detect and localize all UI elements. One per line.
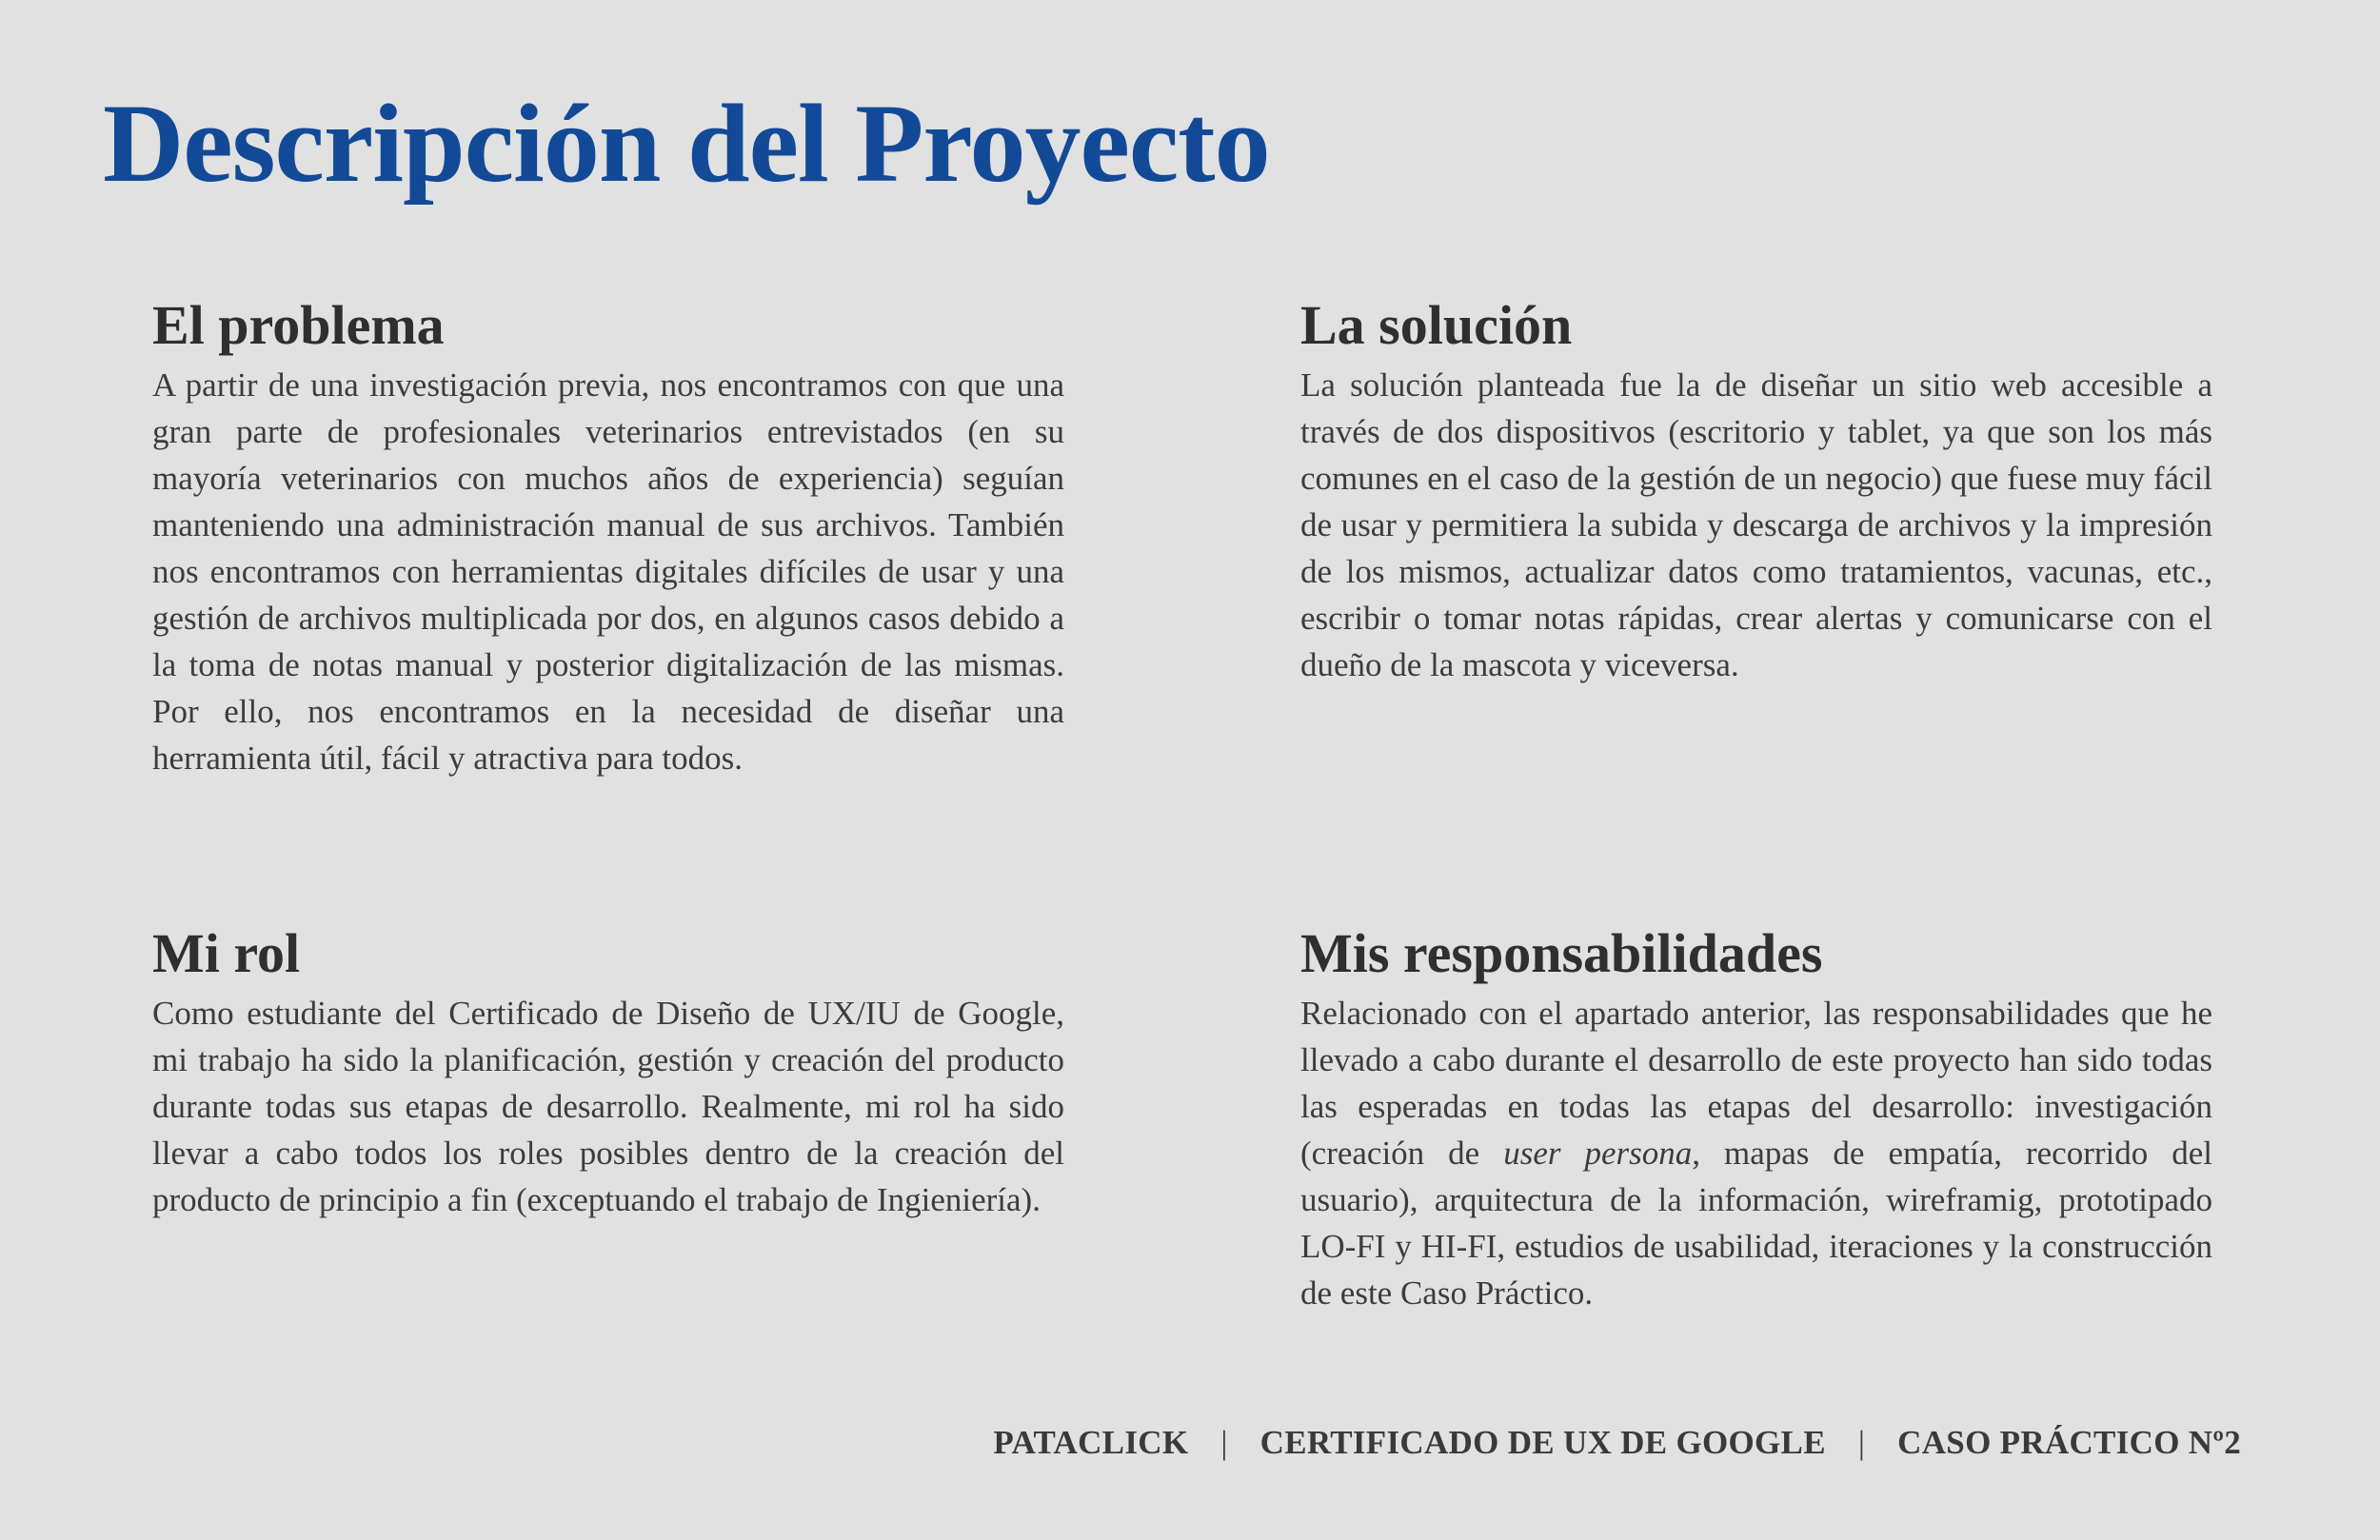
responsibilities-text-italic: user persona bbox=[1503, 1134, 1693, 1172]
section-role-body: Como estudiante del Certificado de Diseño de UX/IU de Google, mi trabajo ha sido la planificación, gestión y creación del producto durante todas sus etapas de desarrollo. Realmente, mi rol ha sido llevar a cabo todos los roles posibles dentro de la creación del producto de principio a fin (exceptuando el trabajo de Ingieniería). bbox=[152, 994, 1064, 1218]
section-problem-body: A partir de una investigación previa, nos encontramos con que una gran parte de profesionales veterinarios entrevistados (en su mayoría veterinarios con muchos años de experiencia) seguían manteniendo una administración manual de sus archivos. También nos encontramos con herramientas digitales difíciles de usar y una gestión de archivos multiplicada por dos, en algunos casos debido a la toma de notas manual y posterior digitalización de las mismas. Por ello, nos encontramos en la necesidad de diseñar una herramienta útil, fácil y atractiva para todos. bbox=[152, 365, 1064, 777]
section-responsibilities bbox=[1300, 923, 2212, 1316]
responsibilities-text-after: , mapas de empatía, recorrido del usuario), arquitectura de la información, wireframig, prototipado LO-FI y HI-FI, estudios de usabilidad, iteraciones y la construcción de este Caso Práctico. bbox=[1300, 1134, 2212, 1312]
footer-separator: | bbox=[1220, 1424, 1228, 1461]
section-responsibilities-heading: Mis responsabilidades bbox=[1300, 922, 1823, 984]
section-problem bbox=[152, 295, 1064, 781]
section-solution-heading: La solución bbox=[1300, 294, 1573, 356]
page-title: Descripción del Proyecto bbox=[103, 81, 1270, 206]
section-solution bbox=[1300, 295, 2212, 688]
footer-certificate: CERTIFICADO DE UX DE GOOGLE bbox=[1259, 1424, 1826, 1461]
section-solution-body: La solución planteada fue la de diseñar un sitio web accesible a través de dos dispositivos (escritorio y tablet, ya que son los más comunes en el caso de la gestión de un negocio) que fuese muy fácil de usar y permitiera la subida y descarga de archivos y la impresión de los mismos, actualizar datos como tratamientos, vacunas, etc., escribir o tomar notas rápidas, crear alertas y comunicarse con el dueño de la mascota y viceversa. bbox=[1300, 365, 2212, 683]
footer-case: CASO PRÁCTICO Nº2 bbox=[1897, 1424, 2241, 1461]
section-role bbox=[152, 923, 1064, 1223]
section-problem-heading: El problema bbox=[152, 294, 445, 356]
footer-separator: | bbox=[1857, 1424, 1866, 1461]
footer-project: PATACLICK bbox=[993, 1424, 1189, 1461]
section-responsibilities-body bbox=[1300, 990, 2212, 1316]
footer bbox=[993, 1424, 2241, 1462]
responsibilities-text-before: Relacionado con el apartado anterior, las responsabilidades que he llevado a cabo durante el desarrollo de este proyecto han sido todas las esperadas en todas las etapas del desarrollo: investigación (creación de bbox=[1300, 994, 2212, 1172]
section-role-heading: Mi rol bbox=[152, 922, 301, 984]
